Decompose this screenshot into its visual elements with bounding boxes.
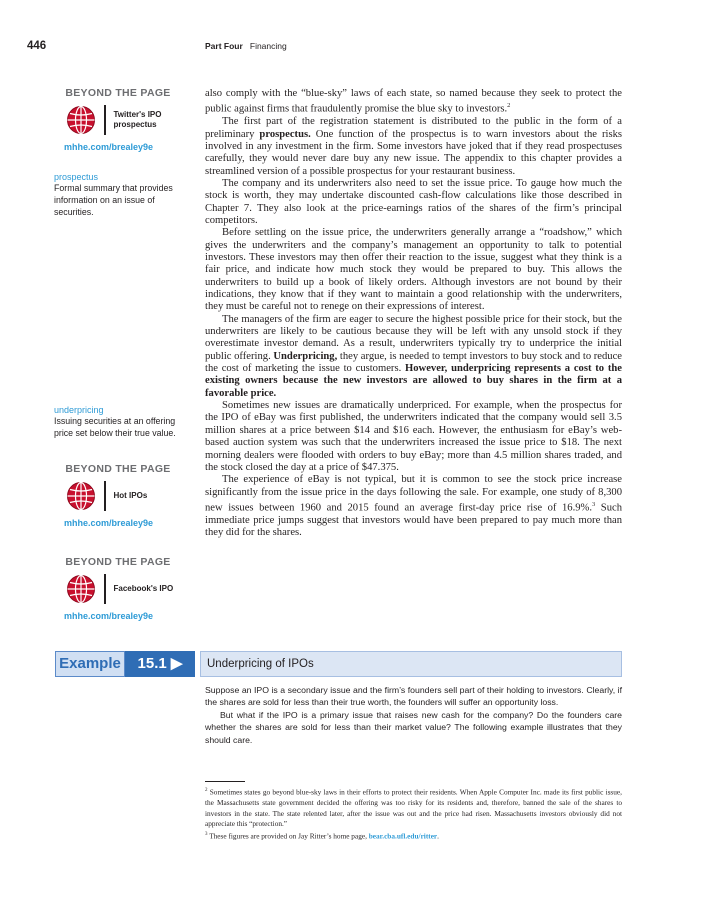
- example-body: [205, 684, 622, 746]
- example-title: Underpricing of IPOs: [200, 651, 622, 677]
- term-underpricing: underpricing: [54, 405, 104, 415]
- footnote-2: $^2$ Sometimes states go beyond blue-sky laws in their efforts to protect their residents. When Apple Computer Inc. made its first public issue, the Massachusetts state government decided the offering was too risky for its residents and, therefore, banned the sale of the shares to investors in the state. The state relented later, after the issue was out and the price had risen. Massachusetts investors obviously did not appreciate this “protection.”: [205, 787, 622, 829]
- term-prospectus: prospectus: [54, 172, 99, 182]
- paragraph-7: The experience of eBay is not typical, but it is common to see the stock price increase significantly from the issue price in the days following the sale. For example, one study of 8,300 new issues between 1960 and 2015 found an average first-day price rise of 16.9%.$^3$ Such immediate price jumps suggest that investors would have been prepared to pay much more than they did for the shares.: [205, 474, 622, 539]
- paragraph-3: The company and its underwriters also need to set the issue price. To gauge how much the stock is worth, they may undertake discounted cash-flow calculations like those described in Chapter 7. They also look at the price-earnings ratios of the shares of the firm’s principal competitors.: [205, 177, 622, 226]
- beyond-the-page-box-1: [54, 87, 186, 152]
- divider: [104, 105, 106, 135]
- footnotes: [205, 786, 622, 842]
- margin-definition-prospectus: [54, 172, 186, 218]
- footnote-ref-2[interactable]: 2: [507, 102, 511, 110]
- paragraph-2: The first part of the registration statement is distributed to the public in the form of a preliminary prospectus. One function of the prospectus is to warn investors about the risks involved in any investment in the firm. Some investors have joked that if they read prospectuses carefully, they would never dare buy any new issue. The appendix to this chapter provides a streamlined version of a possible prospectus for your restaurant business.: [205, 116, 622, 177]
- ritter-link[interactable]: bear.cba.ufl.edu/ritter: [368, 831, 438, 841]
- margin-definition-underpricing: [54, 405, 186, 439]
- btp-link-label: Twitter's IPO prospectus: [113, 110, 162, 129]
- divider: [104, 481, 106, 511]
- definition-underpricing: Issuing securities at an offering price set below their true value.: [54, 416, 176, 438]
- page-number: 446: [27, 40, 47, 52]
- globe-icon: [66, 481, 96, 511]
- btp-title: BEYOND THE PAGE: [65, 87, 171, 99]
- globe-icon: [66, 105, 96, 135]
- running-header: [205, 41, 287, 51]
- example-label: Example: [55, 651, 125, 677]
- main-body-text: [205, 88, 622, 539]
- example-number: 15.1 ▶: [125, 651, 195, 677]
- btp-url-link[interactable]: mhhe.com/brealey9e: [64, 518, 154, 528]
- btp-title: BEYOND THE PAGE: [65, 556, 171, 568]
- btp-url-link[interactable]: mhhe.com/brealey9e: [64, 142, 154, 152]
- section-label: Financing: [249, 41, 287, 51]
- beyond-the-page-box-2: [54, 463, 186, 528]
- key-statement: However, underpricing represents a cost to the existing owners because the new investors are allowed to buy shares in the firm at a favorable price.: [205, 363, 622, 399]
- part-label: Part Four: [205, 41, 243, 51]
- paragraph-4: Before settling on the issue price, the underwriters generally arrange a “roadshow,” which gives the underwriters and the company’s management an opportunity to talk to potential investors. These investors may then offer their reaction to the issue, suggest what they think is a fair price, and indicate how much stock they would be prepared to buy. This allows the underwriters to build up a book of likely orders. Although investors are not bound by their indications, they know that if they want to maintain a good relationship with the underwriters, they must be careful not to renege on their expressions of interest.: [205, 227, 622, 313]
- btp-link-label: Hot IPOs: [113, 491, 148, 500]
- definition-prospectus: Formal summary that provides information on an issue of securities.: [54, 183, 173, 217]
- example-header-bar: [55, 651, 622, 677]
- paragraph-6: Sometimes new issues are dramatically underpriced. For example, when the prospectus for the IPO of eBay was first published, the underwriters indicated that the company would sell 3.5 million shares at a price between $14 and $16 each. However, the enthusiasm for eBay’s web-based auction system was such that the underwriters increased the issue price to $18. The next morning dealers were flooded with orders to buy eBay; more than 4.5 million shares traded, and the stock closed the day at a price of $47.375.: [205, 400, 622, 473]
- beyond-the-page-box-3: [54, 556, 186, 621]
- term-prospectus-bold: prospectus.: [259, 128, 311, 140]
- divider: [104, 574, 106, 604]
- globe-icon: [66, 574, 96, 604]
- btp-url-link[interactable]: mhhe.com/brealey9e: [64, 611, 154, 621]
- btp-link-label: Facebook's IPO: [113, 584, 174, 593]
- example-paragraph-1: Suppose an IPO is a secondary issue and the firm’s founders sell part of their holding to investors. Clearly, if the shares are sold for less than their true worth, the founders will suffer an opportunity loss.: [205, 685, 622, 708]
- paragraph-5: The managers of the firm are eager to secure the highest possible price for their stock, but the underwriters are likely to be cautious because they will be left with any unsold stock if they overestimate investor demand. As a result, underwriters typically try to underprice the initial public offering. Underpricing, they argue, is needed to tempt investors to buy stock and to reduce the cost of marketing the issue to customers. However, underpricing represents a cost to the existing owners because the new investors are allowed to buy shares in the firm at a favorable price.: [205, 313, 623, 399]
- btp-title: BEYOND THE PAGE: [65, 463, 171, 475]
- footnote-ref-3[interactable]: 3: [592, 500, 596, 508]
- example-paragraph-2: But what if the IPO is a primary issue that raises new cash for the company? Do the founders care whether the shares are sold for less than their market value? The following example illustrates that they should care.: [205, 709, 622, 745]
- footnote-rule: [205, 781, 245, 782]
- paragraph-1: also comply with the “blue-sky” laws of each state, so named because they seek to protect the public against firms that fraudulently promise the blue sky to investors.$^2$: [205, 88, 622, 115]
- footnote-3: $^3$ These figures are provided on Jay Ritter’s home page, bear.cba.ufl.edu/ritter.: [205, 831, 439, 841]
- term-underpricing-bold: Underpricing,: [273, 350, 338, 362]
